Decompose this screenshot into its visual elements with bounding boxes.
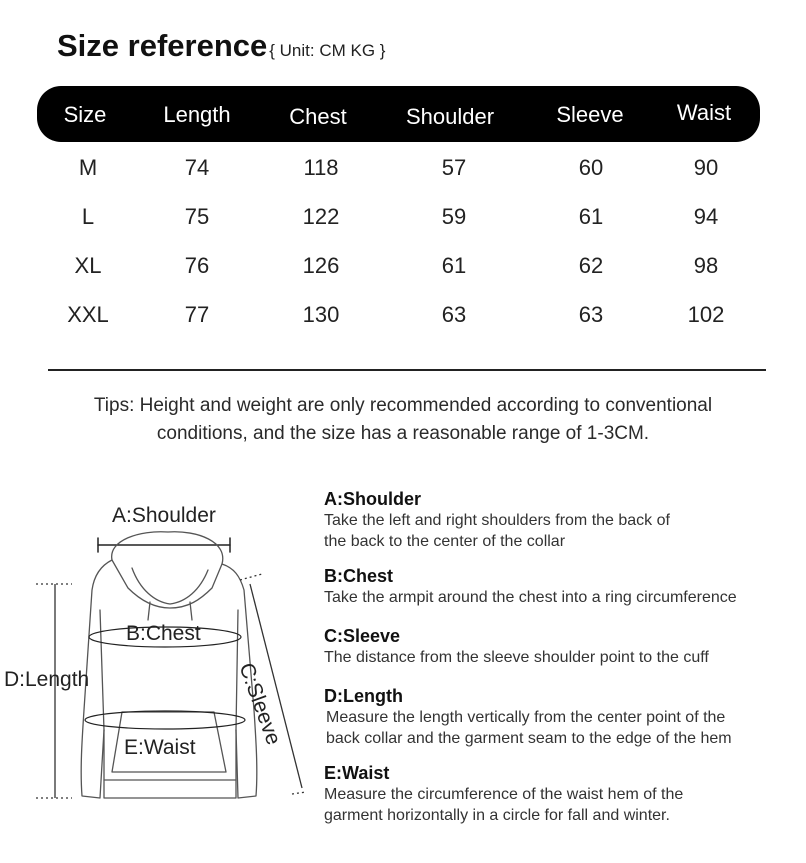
shoulder-cell: 59 [441,204,467,229]
desc-chest [324,565,804,608]
table-row [0,153,806,183]
desc-length [324,685,804,749]
tips-line-2: conditions, and the size has a reasonable range of 1-3CM. [156,423,650,444]
shoulder-cell: 57 [441,155,467,180]
desc-line: back collar and the garment seam to the edge of the hem [326,730,732,747]
column-header-chest: Chest [289,104,347,129]
length-cell: 74 [184,155,210,180]
chest-label: B:Chest [126,622,201,645]
desc-title: C:Sleeve [324,626,401,646]
sleeve-cell: 61 [578,204,604,229]
column-header-shoulder: Shoulder [405,104,495,129]
sleeve-label: C:Sleeve [234,660,286,748]
table-row [0,251,806,281]
shoulder-cell: 61 [441,253,467,278]
sleeve-cell: 60 [578,155,604,180]
shoulder-label: A:Shoulder [112,504,216,527]
desc-title: B:Chest [324,566,394,586]
divider [48,369,766,371]
desc-line: Measure the circumference of the waist hem of the [324,786,684,803]
size-cell: XXL [67,302,109,327]
desc-line: The distance from the sleeve shoulder point to the cuff [324,649,709,666]
column-header-size: Size [63,102,107,127]
length-cell: 75 [184,204,210,229]
chest-cell: 130 [302,302,340,327]
unit-label: { Unit: CM KG } [269,41,386,60]
waist-cell: 102 [687,302,725,327]
waist-label: E:Waist [124,736,196,759]
table-row [0,300,806,330]
size-cell: M [78,155,98,180]
desc-line: Take the armpit around the chest into a ring circumference [324,589,737,606]
desc-line: Measure the length vertically from the center point of the [326,709,726,726]
tips-text [30,392,776,448]
length-cell: 77 [184,302,210,327]
length-label: D:Length [4,668,90,691]
waist-cell: 94 [693,204,719,229]
chest-cell: 122 [302,204,340,229]
page-title [57,28,385,64]
column-header-waist: Waist [676,100,732,125]
hoodie-diagram [0,480,320,820]
desc-title: D:Length [324,686,403,706]
hoodie-outline-icon [0,480,320,820]
chest-cell: 126 [302,253,340,278]
column-header-length: Length [163,102,231,127]
waist-cell: 98 [693,253,719,278]
desc-title: E:Waist [324,763,390,783]
desc-line: garment horizontally in a circle for fall and winter. [324,807,670,824]
waist-cell: 90 [693,155,719,180]
size-cell: XL [74,253,102,278]
sleeve-cell: 62 [578,253,604,278]
tips-line-1: Tips: Height and weight are only recommended according to conventional [93,395,713,416]
desc-sleeve [324,625,804,668]
length-cell: 76 [184,253,210,278]
chest-cell: 118 [303,155,339,180]
desc-shoulder [324,488,804,552]
table-row [0,202,806,232]
desc-line: Take the left and right shoulders from the back of [324,512,670,529]
desc-waist [324,762,804,826]
desc-title: A:Shoulder [324,489,421,509]
column-header-sleeve: Sleeve [556,102,624,127]
shoulder-cell: 63 [441,302,467,327]
title-text: Size reference [57,28,268,63]
desc-line: the back to the center of the collar [324,533,566,550]
sleeve-cell: 63 [578,302,604,327]
size-cell: L [81,204,95,229]
table-header [37,86,760,142]
